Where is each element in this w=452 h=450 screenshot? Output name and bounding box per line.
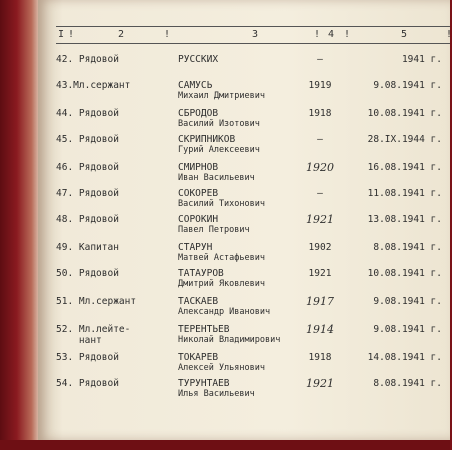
row-number-rank: 49. Капитан <box>56 242 119 253</box>
table-row <box>38 350 450 378</box>
header-col1: I <box>58 29 65 40</box>
row-birth-year: 1921 <box>306 213 334 226</box>
row-date: 14.08.1941 г. <box>367 352 442 363</box>
row-number-rank: 45. Рядовой <box>56 134 119 145</box>
row-surname: РУССКИХ <box>178 54 219 65</box>
row-date: 11.08.1941 г. <box>367 188 442 199</box>
row-surname: СОКОРЕВ <box>178 188 219 199</box>
header-col3: 3 <box>252 29 259 40</box>
table-row <box>38 266 450 294</box>
row-birth-year: 1902 <box>308 242 332 253</box>
row-number-rank: 47. Рядовой <box>56 188 119 199</box>
table-row <box>38 322 450 350</box>
row-surname: СКРИПНИКОВ <box>178 134 236 145</box>
row-number-rank: 51. Мл.сержант <box>56 296 137 307</box>
row-birth-year: 1921 <box>308 268 332 279</box>
row-birth-year: — <box>317 188 323 199</box>
row-date: 9.08.1941 г. <box>373 296 442 307</box>
row-given-name: Илья Васильевич <box>178 389 255 399</box>
row-date: 8.08.1941 г. <box>373 378 442 389</box>
row-surname: ТАСКАЕВ <box>178 296 219 307</box>
header-col5: 5 <box>401 29 408 40</box>
row-date: 9.08.1941 г. <box>373 324 442 335</box>
row-surname: ТАТАУРОВ <box>178 268 224 279</box>
row-given-name: Михаил Дмитриевич <box>178 91 265 101</box>
table-row <box>38 212 450 240</box>
row-date: 13.08.1941 г. <box>367 214 442 225</box>
table-row <box>38 160 450 188</box>
row-number-rank: 48. Рядовой <box>56 214 119 225</box>
row-surname: СБРОДОВ <box>178 108 219 119</box>
row-surname: СМИРНОВ <box>178 162 219 173</box>
header-col4: 4 <box>328 29 335 40</box>
row-given-name: Дмитрий Яковлевич <box>178 279 265 289</box>
table-row <box>38 240 450 268</box>
row-given-name: Иван Васильевич <box>178 173 255 183</box>
header-col2: 2 <box>118 29 125 40</box>
header-separator: ! <box>446 29 452 40</box>
row-given-name: Павел Петрович <box>178 225 250 235</box>
row-date: 16.08.1941 г. <box>367 162 442 173</box>
header-separator: ! <box>68 29 75 40</box>
header-separator: ! <box>314 29 321 40</box>
row-date: 28.IX.1944 г. <box>367 134 442 145</box>
register-page <box>38 0 450 440</box>
table-row <box>38 132 450 160</box>
row-given-name: Николай Владимирович <box>178 335 281 345</box>
row-surname: САМУСЬ <box>178 80 213 91</box>
row-birth-year: 1914 <box>306 323 334 336</box>
book-spine <box>0 0 42 450</box>
row-given-name: Гурий Алексеевич <box>178 145 260 155</box>
row-date: 1941 г. <box>401 54 442 65</box>
table-row <box>38 376 450 404</box>
row-birth-year: — <box>317 54 323 65</box>
row-number-rank: 54. Рядовой <box>56 378 119 389</box>
row-given-name: Василий Тихонович <box>178 199 265 209</box>
row-number-rank: 50. Рядовой <box>56 268 119 279</box>
row-given-name: Василий Изотович <box>178 119 260 129</box>
header-separator: ! <box>164 29 171 40</box>
table-row <box>38 78 450 106</box>
table-row <box>38 52 450 80</box>
row-surname: ТЕРЕНТЬЕВ <box>178 324 230 335</box>
row-number-rank: 44. Рядовой <box>56 108 119 119</box>
row-given-name: Алексей Ульянович <box>178 363 265 373</box>
row-number-rank: 42. Рядовой <box>56 54 119 65</box>
row-number-rank: 52. Мл.лейте- нант <box>56 324 131 346</box>
row-birth-year: 1920 <box>306 161 334 174</box>
row-date: 10.08.1941 г. <box>367 268 442 279</box>
row-given-name: Матвей Астафьевич <box>178 253 265 263</box>
row-birth-year: — <box>317 134 323 145</box>
table-row <box>38 294 450 322</box>
table-row <box>38 106 450 134</box>
row-birth-year: 1918 <box>308 108 332 119</box>
row-number-rank: 46. Рядовой <box>56 162 119 173</box>
table-header <box>56 26 450 44</box>
row-surname: СОРОКИН <box>178 214 219 225</box>
row-surname: СТАРУН <box>178 242 213 253</box>
row-birth-year: 1918 <box>308 352 332 363</box>
row-date: 10.08.1941 г. <box>367 108 442 119</box>
row-date: 9.08.1941 г. <box>373 80 442 91</box>
row-birth-year: 1919 <box>308 80 332 91</box>
row-number-rank: 53. Рядовой <box>56 352 119 363</box>
row-number-rank: 43.Мл.сержант <box>56 80 131 91</box>
book-cover-edge <box>0 440 450 450</box>
table-row <box>38 186 450 214</box>
row-birth-year: 1921 <box>306 377 334 390</box>
row-surname: ТУРУНТАЕВ <box>178 378 230 389</box>
row-date: 8.08.1941 г. <box>373 242 442 253</box>
row-birth-year: 1917 <box>306 295 334 308</box>
header-separator: ! <box>344 29 351 40</box>
row-surname: ТОКАРЕВ <box>178 352 219 363</box>
row-given-name: Александр Иванович <box>178 307 271 317</box>
